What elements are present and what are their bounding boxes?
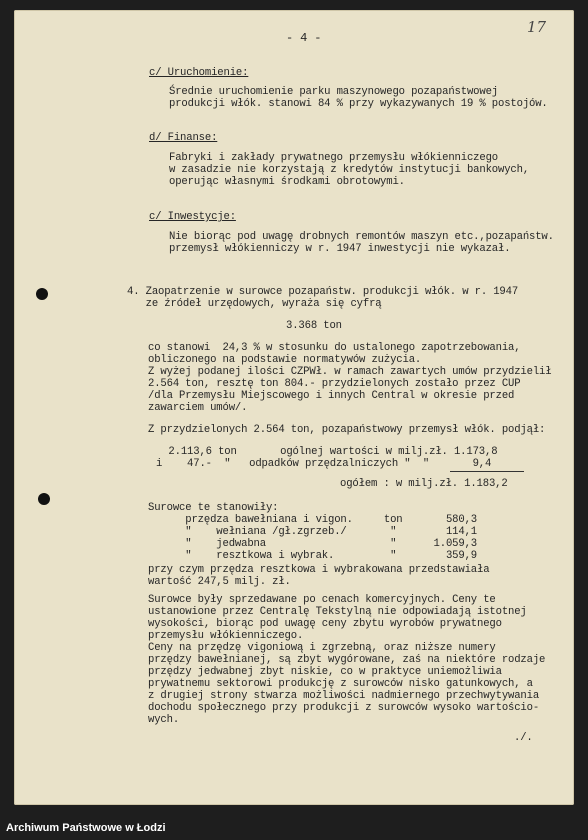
punch-hole	[36, 288, 48, 300]
text-line: wysokości, biorąc pod uwagę ceny zbytu wyrobów prywatnego	[148, 618, 502, 630]
material-row: " wełniana /gł.zgrzeb./ " 114,1	[148, 526, 477, 538]
text-line: przędzy jedwabnej zbyt niskie, co w praktyce uniemożliwia	[148, 666, 502, 678]
punch-hole	[38, 493, 50, 505]
text-line: operując własnymi środkami obrotowymi.	[169, 176, 405, 188]
text-line: zawarciem umów/.	[148, 402, 248, 414]
material-row: " resztkowa i wybrak. " 359,9	[148, 550, 477, 562]
text-line: przemysłu włókienniczego.	[148, 630, 304, 642]
page-header-number: - 4 -	[286, 31, 322, 45]
point4-heading: ze źródeł urzędowych, wyraża się cyfrą	[127, 298, 382, 310]
text-line: z drugiej strony stwarza możliwości nadmiernego przechwytywania	[148, 690, 540, 702]
text-line: przędzy bawełnianej, są zbyt wygórowane, zaś na niektóre rodzaje	[148, 654, 546, 666]
materials-title: Surowce te stanowiły:	[148, 502, 279, 514]
material-row: przędza bawełniana i vigon. ton 580,3	[148, 514, 477, 526]
section-label-uruchomienie: c/ Uruchomienie:	[149, 67, 249, 79]
text-line: przemysł włókienniczy w r. 1947 inwestycji nie wykazał.	[169, 243, 511, 255]
archive-footer	[0, 812, 588, 840]
text-line: Średnie uruchomienie parku maszynowego pozapaństwowej	[169, 86, 498, 98]
text-line: dochodu społecznego przy produkcji z surowców wysoko wartościo-	[148, 702, 540, 714]
text-line: wartość 247,5 milj. zł.	[148, 576, 291, 588]
continuation-mark: ./.	[514, 732, 533, 744]
section-label-inwestycje: c/ Inwestycje:	[149, 211, 236, 223]
text-line: prywatnemu sektorowi produkcję z surowców nisko gatunkowych, a	[148, 678, 533, 690]
value-row: i 47.- " odpadków przędzalniczych " " 9,4	[156, 458, 492, 470]
point4-heading: 4. Zaopatrzenie w surowce pozapaństw. produkcji włók. w r. 1947	[127, 286, 519, 298]
text-line: Surowce były sprzedawane po cenach komercyjnych. Ceny te	[148, 594, 496, 606]
document-page	[14, 10, 574, 805]
text-line: Z wyżej podanej ilości CZPWł. w ramach zawartych umów przydzielił	[148, 366, 552, 378]
value-row: 2.113,6 ton ogólnej wartości w milj.zł. 1.173,8	[156, 446, 498, 458]
sum-rule	[450, 471, 524, 472]
text-line: Fabryki i zakłady prywatnego przemysłu włókienniczego	[169, 152, 498, 164]
text-line: co stanowi 24,3 % w stosunku do ustalonego zapotrzebowania,	[148, 342, 521, 354]
handwritten-page-number: 17	[527, 18, 547, 36]
text-line: Ceny na przędzę vigoniową i zgrzebną, oraz niższe numery	[148, 642, 496, 654]
text-line: 2.564 ton, resztę ton 804.- przydzielonych zostało przez CUP	[148, 378, 521, 390]
text-line: przy czym przędza resztkowa i wybrakowana przedstawiała	[148, 564, 490, 576]
text-line: /dla Przemysłu Miejscowego i innych Central w okresie przed	[148, 390, 515, 402]
section-label-finanse: d/ Finanse:	[149, 132, 218, 144]
text-line: produkcji włók. stanowi 84 % przy wykazywanych 19 % postojów.	[169, 98, 548, 110]
supply-amount: 3.368 ton	[286, 320, 342, 332]
text-line: ustanowione przez Centralę Tekstylną nie odpowiadają istotnej	[148, 606, 527, 618]
material-row: " jedwabna " 1.059,3	[148, 538, 477, 550]
text-line: w zasadzie nie korzystają z kredytów instytucji bankowych,	[169, 164, 530, 176]
text-line: obliczonego na podstawie normatywów zużycia.	[148, 354, 422, 366]
text-line: wych.	[148, 714, 180, 726]
text-line: Nie biorąc pod uwagę drobnych remontów maszyn etc.,pozapaństw.	[169, 231, 554, 243]
archive-name: Archiwum Państwowe w Łodzi	[6, 822, 166, 834]
total-line: ogółem : w milj.zł. 1.183,2	[340, 478, 508, 490]
assigned-line: Z przydzielonych 2.564 ton, pozapaństwowy przemysł włók. podjął:	[148, 424, 546, 436]
